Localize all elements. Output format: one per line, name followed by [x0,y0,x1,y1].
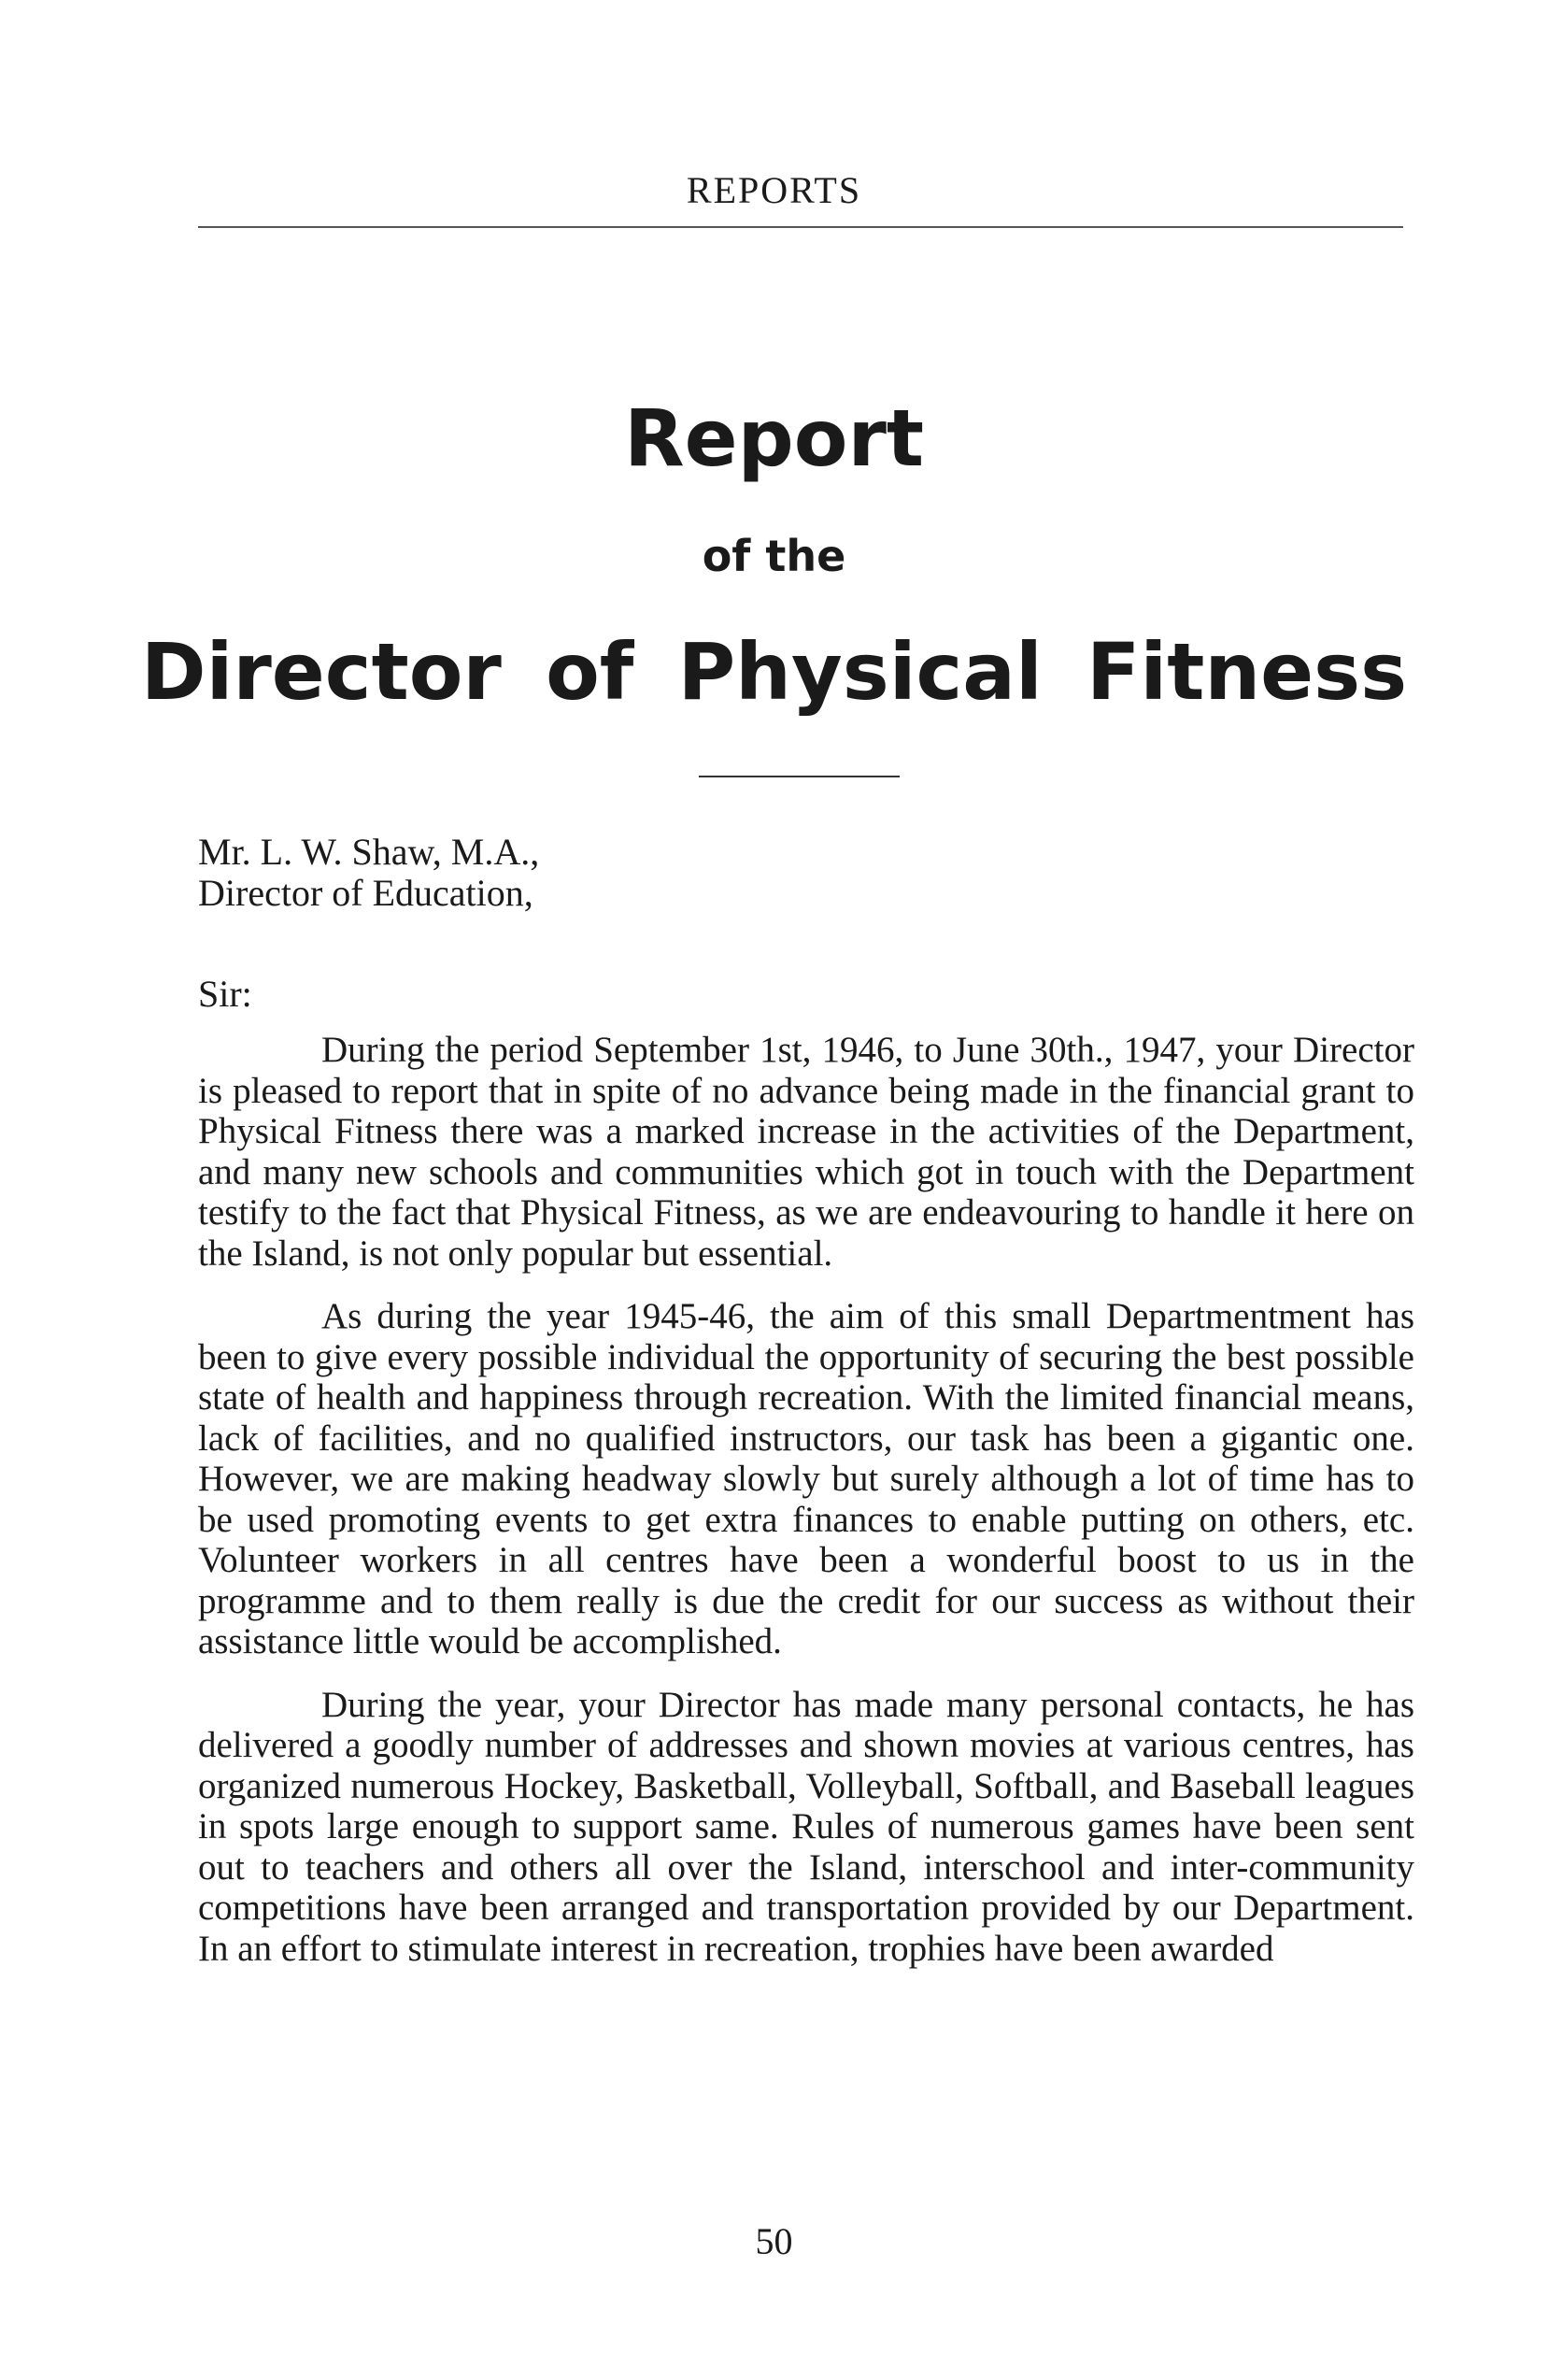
page-number: 50 [755,2220,793,2262]
header-rule [198,226,1403,228]
addressee-name: Mr. L. W. Shaw, M.A., [198,831,540,873]
report-subtitle: Director of Physical Fitness [140,626,1408,718]
report-body [198,1030,1414,1991]
title-divider [699,776,900,777]
running-head: REPORTS [686,169,862,211]
salutation: Sir: [198,973,252,1015]
report-title: Report [623,392,925,484]
addressee-block [198,832,539,914]
body-paragraph-1: During the period September 1st, 1946, to June 30th., 1947, your Director is pleased to report that in spite of no advance being made in the financial grant to Physical Fitness there was a marked increase in the activities of the Department, and many new schools and communities which got in touch with the Department testify to the fact that Physical Fitness, as we are endeavouring to handle it here on the Island, is not only popular but essential. [198,1030,1414,1274]
title-connector: of the [702,531,846,581]
body-paragraph-2: As during the year 1945-46, the aim of this small Departmentment has been to give every possible individual the opportunity of securing the best possible state of health and happiness through recreation. With the limited financial means, lack of facilities, and no qualified instructors, our task has been a gigantic one. However, we are making headway slowly but surely although a lot of time has to be used promoting events to get extra finances to enable putting on others, etc. Volunteer workers in all centres have been a wonderful boost to us in the programme and to them really is due the credit for our success as without their assistance little would be accomplished. [198,1296,1414,1661]
addressee-position: Director of Education, [198,872,533,914]
body-paragraph-3: During the year, your Director has made many personal contacts, he has delivered a goodly number of addresses and shown movies at various centres, has organized numerous Hockey, Basketball, Volleyball, Softball, and Baseball leagues in spots large enough to support same. Rules of numerous games have been sent out to teachers and others all over the Island, interschool and inter-community competitions have been arranged and transportation provided by our Department. In an effort to stimulate interest in recreation, trophies have been awarded [198,1684,1414,1969]
